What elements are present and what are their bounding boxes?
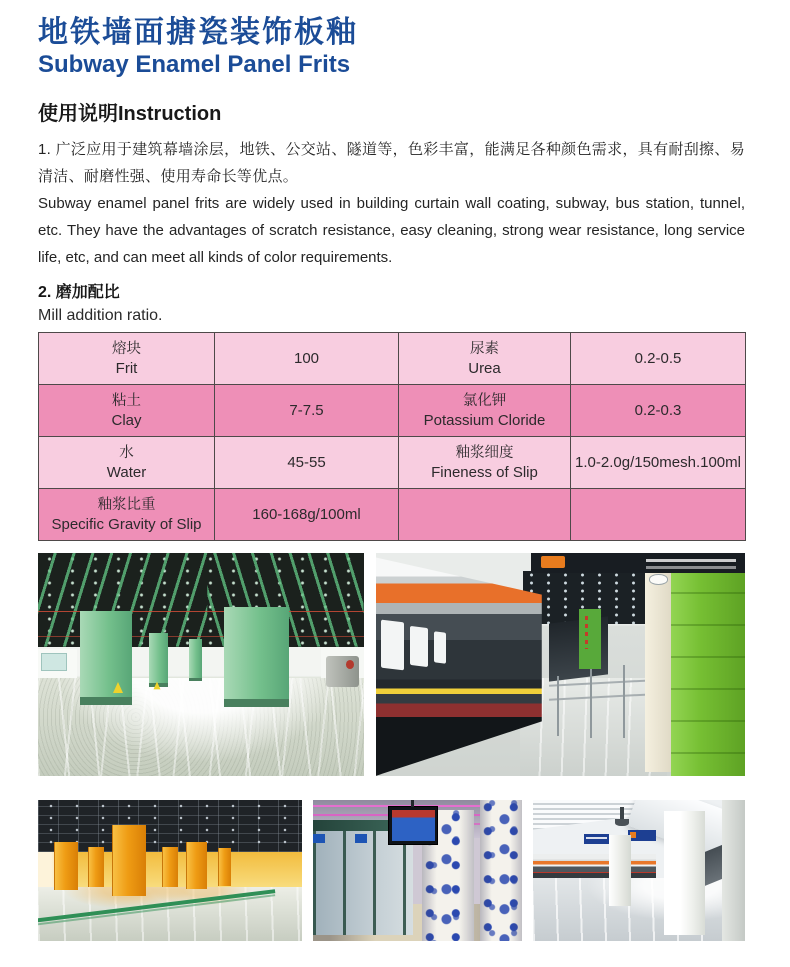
caution-cone <box>113 682 123 693</box>
ratio-section-heading-english: Mill addition ratio. <box>38 307 163 324</box>
green-column <box>579 609 601 669</box>
table-row <box>39 333 746 385</box>
ratio-section-heading-chinese: 2. 磨加配比 <box>38 284 120 301</box>
cell-label <box>39 333 215 385</box>
cell-value <box>215 333 399 385</box>
label-en: Potassium Cloride <box>423 411 546 429</box>
label-cn: 熔块 <box>112 340 141 357</box>
photo-subway-hall-green-pillars <box>38 553 364 776</box>
value: 7-7.5 <box>289 402 324 419</box>
value: 45-55 <box>287 454 326 471</box>
instruction-paragraph-chinese: 1. 广泛应用于建筑幕墙涂层，地铁、公交站、隧道等，色彩丰富，能满足各种颜色需求，具有耐刮擦、易清洁、耐磨性强、使用寿命长等优点。 <box>38 141 745 185</box>
instruction-paragraphs <box>38 136 745 271</box>
orange-pillar <box>112 825 146 896</box>
label-en: Specific Gravity of Slip <box>51 515 202 533</box>
rail-pole <box>557 676 559 736</box>
train-window-ad <box>434 631 446 663</box>
cell-value <box>571 437 746 489</box>
caution-cone <box>153 682 160 690</box>
label-en: Frit <box>115 359 138 377</box>
value: 0.2-0.3 <box>634 402 682 419</box>
label-cn: 釉浆比重 <box>97 496 156 513</box>
table-row <box>39 489 746 541</box>
green-pillar <box>80 611 132 705</box>
cell-value <box>215 489 399 541</box>
blue-porcelain-pillar <box>480 800 522 941</box>
cell-label <box>39 437 215 489</box>
fare-gate <box>326 656 359 687</box>
wall-poster <box>41 653 67 671</box>
white-pillar <box>664 811 704 935</box>
fare-gate-light <box>346 660 354 669</box>
sign-text-lines <box>646 559 736 562</box>
photo-porcelain-pillar-platform <box>313 800 522 941</box>
page-title-english: Subway Enamel Panel Frits <box>38 51 351 78</box>
cell-label <box>399 385 571 437</box>
page-title-chinese: 地铁墙面搪瓷装饰板釉 <box>38 16 358 49</box>
orange-pillar <box>54 842 78 890</box>
cctv-camera <box>620 807 624 820</box>
metro-train <box>376 557 542 776</box>
metro-train <box>533 854 656 878</box>
hanging-sign <box>628 830 656 841</box>
orange-pillar <box>88 847 104 888</box>
orange-pillar <box>162 847 178 888</box>
mill-addition-ratio-table <box>38 332 746 541</box>
hanging-monitor <box>388 806 438 845</box>
green-pillar <box>189 639 202 681</box>
orange-pillar <box>186 842 207 889</box>
label-en: Fineness of Slip <box>431 463 538 481</box>
label-cn: 尿素 <box>470 340 499 357</box>
table-row <box>39 385 746 437</box>
instruction-paragraph-english: Subway enamel panel frits are widely used in building curtain wall coating, subway, bus station, tunnel, etc. They have the advantages of scratch resistance, easy cleaning, strong wear resistance, long service life, etc, and can meet all kinds of color requirements. <box>38 195 745 266</box>
value: 100 <box>293 350 320 367</box>
value: 160-168g/100ml <box>252 506 361 523</box>
cream-pillar <box>645 562 671 772</box>
cell-label <box>399 333 571 385</box>
line-badge <box>541 556 565 568</box>
cell-value <box>571 385 746 437</box>
white-pillar <box>609 835 630 906</box>
train-window-ad <box>410 626 428 668</box>
label-en: Clay <box>111 411 142 429</box>
cell-value <box>571 333 746 385</box>
label-cn: 水 <box>119 444 134 461</box>
photo-row-bottom <box>38 800 745 941</box>
cell-label <box>39 489 215 541</box>
label-cn: 氯化钾 <box>462 392 507 409</box>
label-en: Water <box>106 463 147 481</box>
white-pillar <box>722 800 745 941</box>
photo-subway-hall-orange-pillars <box>38 800 302 941</box>
green-enamel-pillar <box>671 562 745 776</box>
label-en: Urea <box>468 359 501 377</box>
cell-label <box>39 385 215 437</box>
instruction-heading: 使用说明Instruction <box>38 103 222 125</box>
table-row <box>39 437 746 489</box>
platform-floor <box>533 878 745 941</box>
cell-label <box>399 437 571 489</box>
label-cn: 釉浆细度 <box>455 444 514 461</box>
value: 0.2-0.5 <box>634 350 682 367</box>
grid-ceiling <box>38 800 302 852</box>
photo-row-top <box>38 553 745 776</box>
hanging-sign <box>584 834 609 844</box>
orange-pillar <box>218 848 231 886</box>
train-window-ad <box>381 619 404 670</box>
green-pillar <box>149 633 169 687</box>
cell-value <box>215 385 399 437</box>
cell-value <box>571 489 746 541</box>
station-sign-board <box>531 553 745 573</box>
cell-value <box>215 437 399 489</box>
label-cn: 粘土 <box>112 392 141 409</box>
cell-label <box>399 489 571 541</box>
photo-white-platform <box>533 800 745 941</box>
green-pillar <box>224 607 289 707</box>
photo-subway-platform-train <box>376 553 745 776</box>
rail-pole <box>623 665 625 739</box>
rail-pole <box>590 669 592 738</box>
value: 1.0-2.0g/150mesh.100ml <box>575 454 741 471</box>
